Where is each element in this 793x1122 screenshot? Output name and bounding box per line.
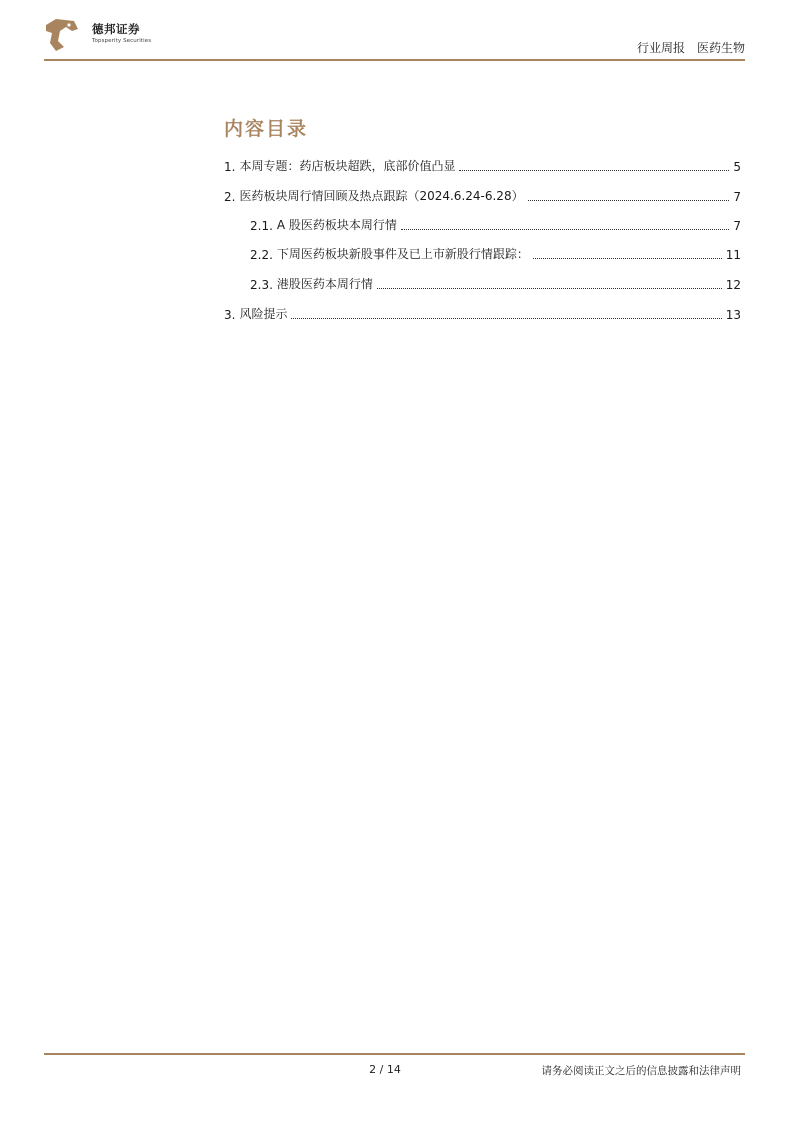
toc-item-label: 风险提示 [239,307,288,321]
toc-item-label: A 股医药板块本周行情 [276,218,397,232]
toc-item-page: 7 [733,190,741,204]
toc-item-page: 5 [733,160,741,174]
toc-item-number: 1. [224,160,236,174]
logo-chinese-name: 德邦证券 [92,22,140,36]
toc-leader-dots [459,169,729,171]
toc-item-2-2[interactable] [250,244,741,262]
toc-leader-dots [291,317,721,319]
report-type-label: 行业周报 [636,41,685,55]
footer-disclaimer: 请务必阅读正文之后的信息披露和法律声明 [541,1065,741,1077]
toc-item-page: 7 [733,219,741,233]
toc-item-page: 13 [725,308,741,322]
toc-item-number: 3. [224,308,236,322]
toc-item-3[interactable] [224,304,741,322]
toc-leader-dots [377,287,722,289]
toc-item-page: 12 [725,278,741,292]
toc-item-number: 2.3. [250,278,273,292]
toc-leader-dots [401,228,729,230]
page-indicator: 2 / 14 [369,1063,401,1076]
company-logo [44,17,184,53]
toc-item-2[interactable] [224,186,741,204]
header-divider [44,59,745,61]
toc-item-label: 本周专题：药店板块超跌，底部价值凸显 [239,159,456,173]
toc-item-2-3[interactable] [250,274,741,292]
toc-item-label: 医药板块周行情回顾及热点跟踪（2024.6.24-6.28） [239,189,524,203]
toc-item-page: 11 [725,248,741,262]
toc-item-number: 2.2. [250,248,273,262]
logo-english-name: Topsperity Securities [92,38,152,44]
toc-item-label: 港股医药本周行情 [276,277,373,291]
toc-title: 内容目录 [224,118,309,140]
footer-divider [44,1053,745,1055]
toc-item-1[interactable] [224,156,741,174]
toc-item-number: 2.1. [250,219,273,233]
logo-mark-icon [44,17,80,53]
sector-label: 医药生物 [696,41,745,55]
toc-item-number: 2. [224,190,236,204]
page-header [0,0,793,62]
header-category [637,39,745,56]
toc-leader-dots [533,257,722,259]
toc-item-2-1[interactable] [250,215,741,233]
toc-leader-dots [528,199,729,201]
toc-item-label: 下周医药板块新股事件及已上市新股行情跟踪： [276,247,529,261]
